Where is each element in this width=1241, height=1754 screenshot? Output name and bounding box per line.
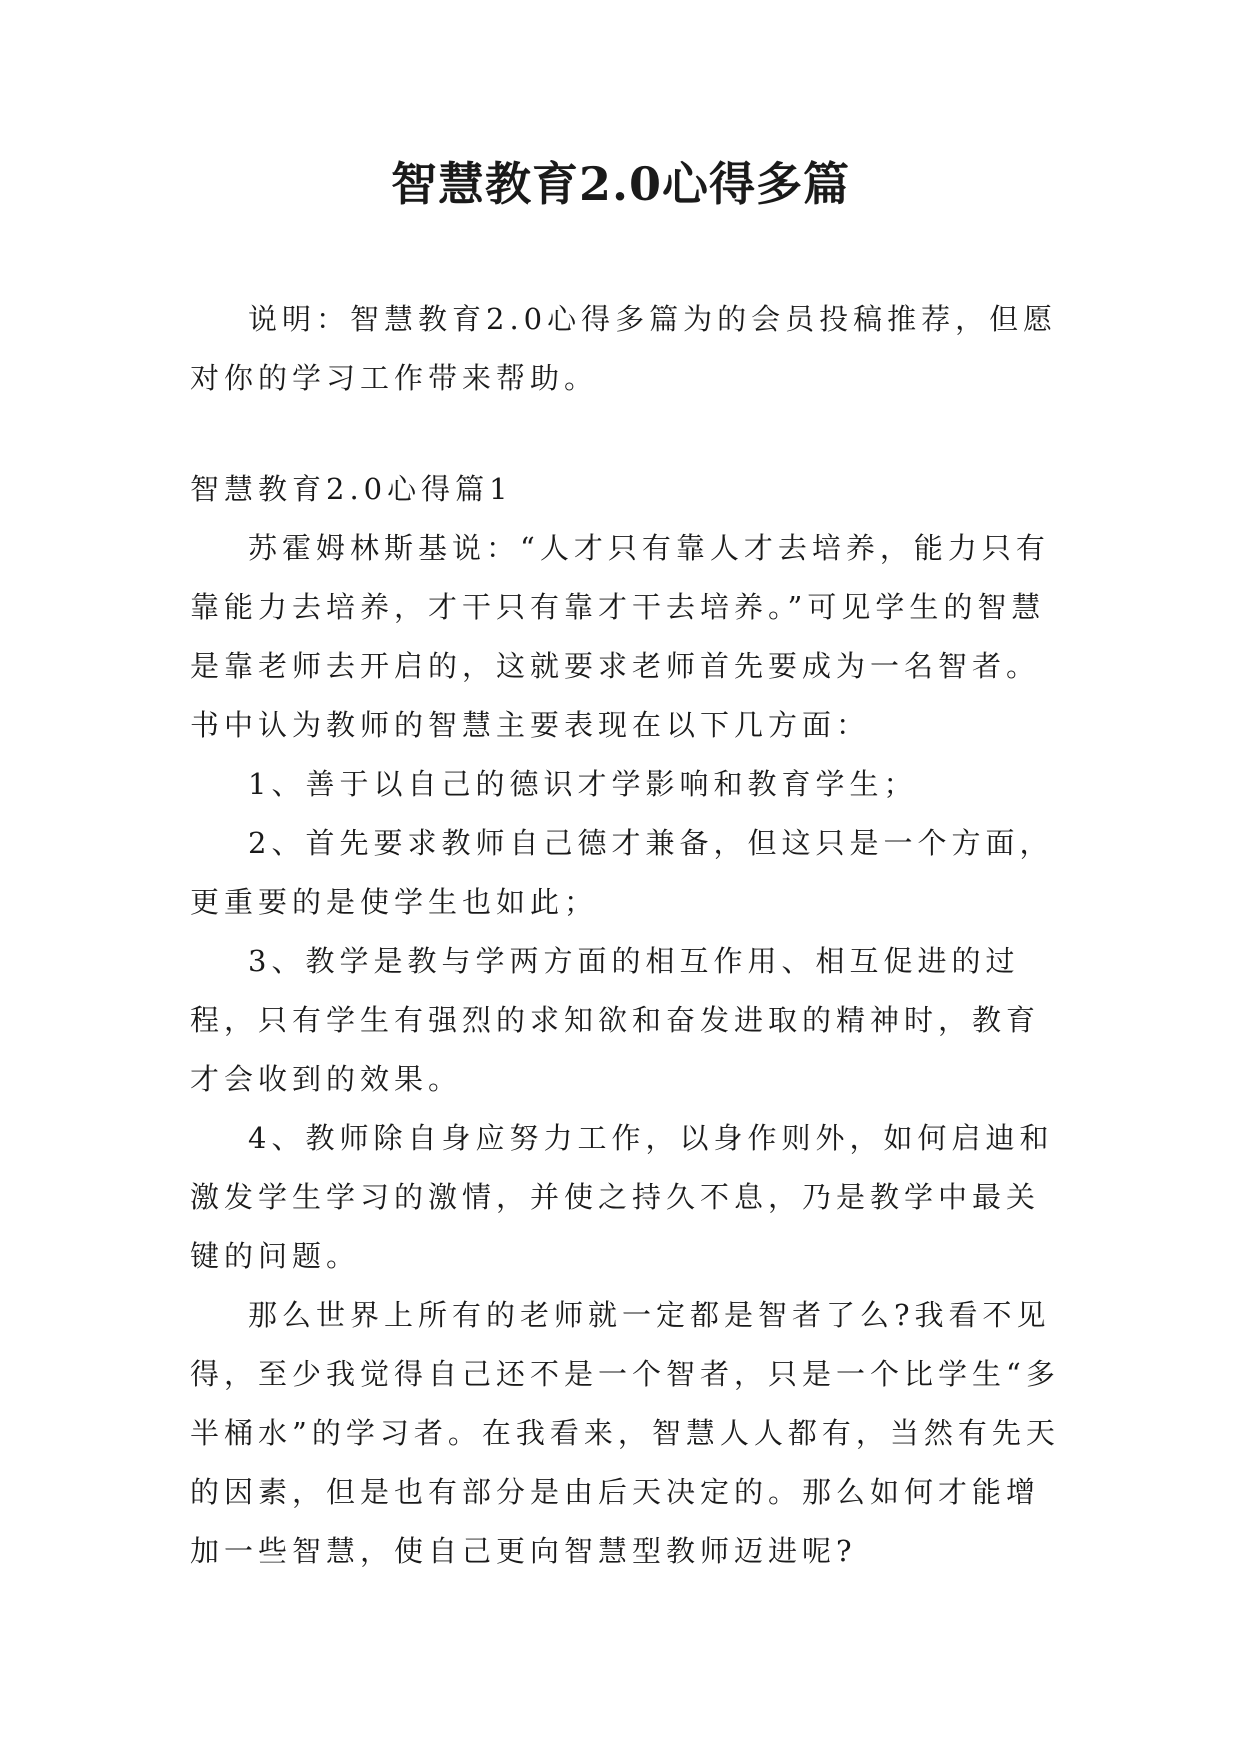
list-item-1: 1、善于以自己的德识才学影响和教育学生； [248, 767, 918, 801]
document-body [190, 460, 1070, 1581]
body-paragraph: 那么世界上所有的老师就一定都是智者了么?我看不见得，至少我觉得自己还不是一个智者，只是一个比学生“多半桶水”的学习者。在我看来，智慧人人都有，当然有先天的因素，但是也有部分是由后天决定的。那么如何才能增加一些智慧，使自己更向智慧型教师迈进呢? [190, 1298, 1060, 1568]
page-title: 智慧教育2.0心得多篇 [390, 157, 851, 211]
section-heading: 智慧教育2.0心得篇1 [190, 472, 513, 506]
body-paragraph: 苏霍姆林斯基说：“人才只有靠人才去培养，能力只有靠能力去培养，才干只有靠才干去培养。”可见学生的智慧是靠老师去开启的，这就要求老师首先要成为一名智者。书中认为教师的智慧主要表现在以下几方面： [190, 531, 1050, 742]
list-item-2: 2、首先要求教师自己德才兼备，但这只是一个方面，更重要的是使学生也如此； [190, 826, 1054, 919]
intro-paragraph: 说明：智慧教育2.0心得多篇为的会员投稿推荐，但愿对你的学习工作带来帮助。 [190, 302, 1058, 395]
list-item-3: 3、教学是教与学两方面的相互作用、相互促进的过程，只有学生有强烈的求知欲和奋发进取的精神时，教育才会收到的效果。 [190, 944, 1041, 1096]
list-item-4: 4、教师除自身应努力工作，以身作则外，如何启迪和激发学生学习的激情，并使之持久不息，乃是教学中最关键的问题。 [190, 1121, 1054, 1273]
